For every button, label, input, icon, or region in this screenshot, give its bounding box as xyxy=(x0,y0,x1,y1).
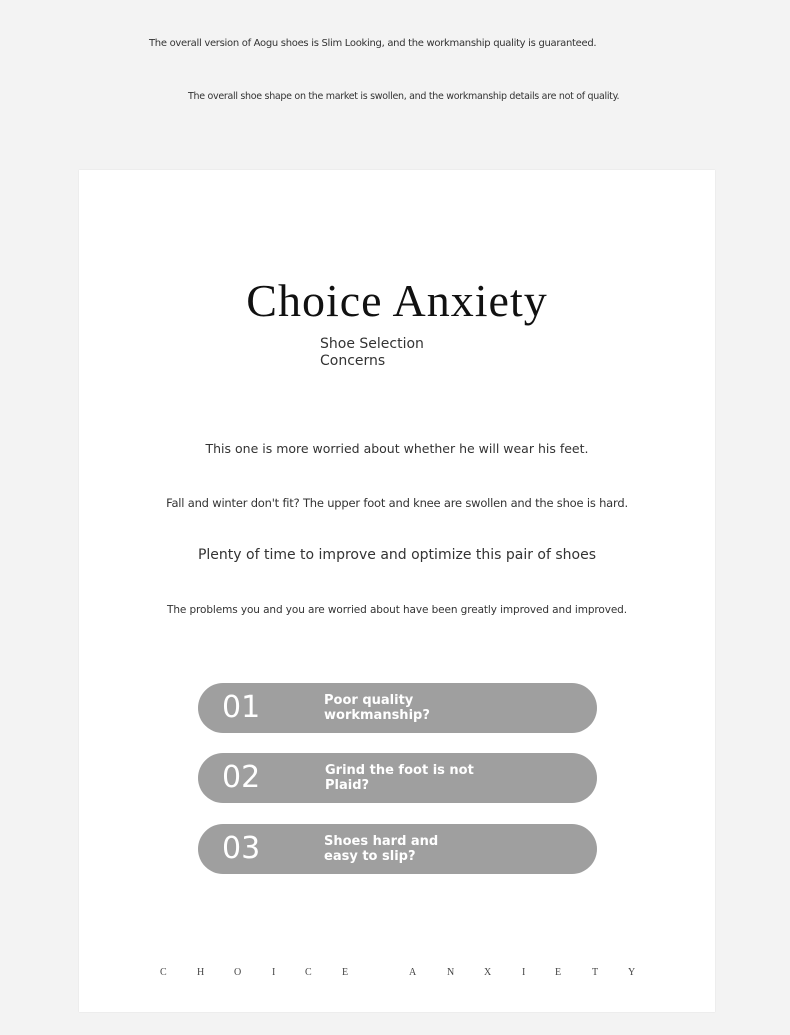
page-title: Choice Anxiety xyxy=(246,275,548,326)
item-text: Grind the foot is not Plaid? xyxy=(325,763,474,793)
footer-letter: N xyxy=(447,967,455,978)
footer-spaced-word xyxy=(0,967,790,981)
concern-item-3 xyxy=(198,824,597,874)
concern-paragraph-1: This one is more worried about whether he will wear his feet. xyxy=(205,441,589,456)
footer-letter: T xyxy=(592,967,599,978)
item-number: 03 xyxy=(222,831,261,866)
concern-item-1 xyxy=(198,683,597,733)
footer-letter: O xyxy=(234,967,242,978)
item-number: 02 xyxy=(222,760,261,795)
footer-letter: I xyxy=(522,967,526,978)
footer-letter: C xyxy=(305,967,312,978)
footer-letter: E xyxy=(555,967,562,978)
item-number: 01 xyxy=(222,690,261,725)
footer-letter: C xyxy=(160,967,167,978)
footer-letter: H xyxy=(197,967,205,978)
footer-letter: X xyxy=(484,967,492,978)
subtitle: Shoe Selection Concerns xyxy=(320,336,424,369)
top-caption-1: The overall version of Aogu shoes is Slim Looking, and the workmanship quality is guaranteed. xyxy=(149,38,597,49)
concern-paragraph-2: Fall and winter don't fit? The upper foot and knee are swollen and the shoe is hard. xyxy=(166,496,628,510)
item-text: Shoes hard and easy to slip? xyxy=(324,834,439,864)
footer-letter: Y xyxy=(628,967,636,978)
footer-letter: A xyxy=(409,967,417,978)
concern-item-2 xyxy=(198,753,597,803)
concern-paragraph-3: Plenty of time to improve and optimize this pair of shoes xyxy=(197,547,597,563)
item-text: Poor quality workmanship? xyxy=(324,693,430,723)
footer-letter: I xyxy=(272,967,276,978)
top-caption-2: The overall shoe shape on the market is swollen, and the workmanship details are not of quality. xyxy=(188,91,620,102)
concern-paragraph-4: The problems you and you are worried about have been greatly improved and improved. xyxy=(167,604,627,616)
footer-letter: E xyxy=(342,967,349,978)
